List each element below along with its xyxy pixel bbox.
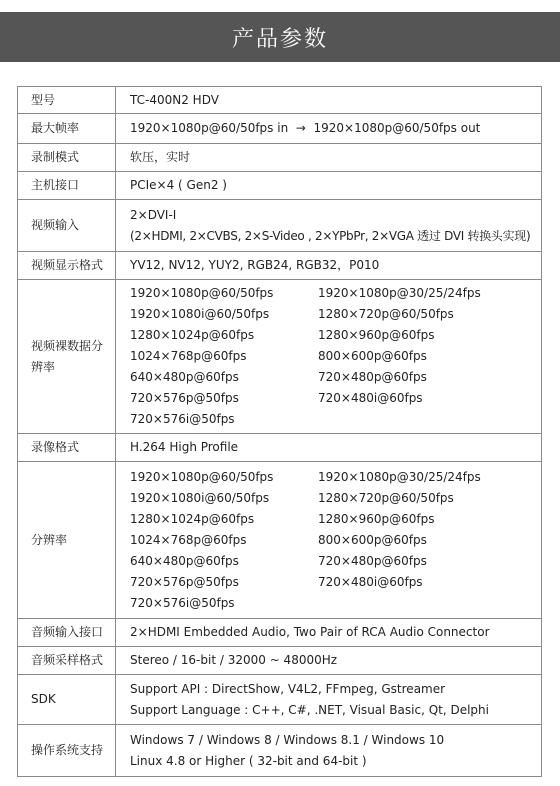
spec-row-record-format <box>18 434 542 462</box>
spec-value: H.264 High Profile <box>116 434 542 462</box>
spec-label <box>18 280 116 434</box>
spec-value: Stereo / 16-bit / 32000 ~ 48000Hz <box>116 647 542 675</box>
spec-label: 型号 <box>18 87 116 114</box>
resolution-item: 1280×1024p@60fps <box>130 328 255 342</box>
resolution-item: 1280×960p@60fps <box>318 328 435 342</box>
resolution-item: 1280×720p@60/50fps <box>318 307 454 321</box>
page-title: 产品参数 <box>231 26 328 52</box>
spec-row-video-input <box>18 200 542 252</box>
spec-label: 主机接口 <box>18 172 116 200</box>
spec-row-audio-input <box>18 619 542 647</box>
spec-label-line: 辨率 <box>31 359 56 374</box>
spec-value <box>116 462 542 619</box>
spec-label-line: 视频裸数据分 <box>31 338 104 353</box>
resolution-item: 720×576p@50fps <box>130 391 239 405</box>
resolution-item: 800×600p@60fps <box>318 349 427 363</box>
resolution-item: 640×480p@60fps <box>130 370 239 384</box>
spec-label: 操作系统支持 <box>18 725 116 777</box>
resolution-grid <box>130 467 533 614</box>
resolution-item: 720×480p@60fps <box>318 553 427 568</box>
spec-label: 分辨率 <box>18 462 116 619</box>
resolution-item: 720×576i@50fps <box>130 412 235 426</box>
spec-row-audio-sampling <box>18 647 542 675</box>
resolution-item: 1920×1080i@60/50fps <box>130 490 270 505</box>
resolution-item: 640×480p@60fps <box>130 553 239 568</box>
spec-value <box>116 200 542 252</box>
spec-label: 最大帧率 <box>18 114 116 144</box>
spec-row-display-format <box>18 252 542 280</box>
resolution-item: 1920×1080p@60/50fps <box>130 286 274 300</box>
header-banner <box>0 12 560 62</box>
resolution-item: 720×480p@60fps <box>318 370 427 384</box>
spec-value <box>116 725 542 777</box>
spec-line: (2×HDMI, 2×CVBS, 2×S-Video , 2×YPbPr, 2×VGA 透过 DVI 转换头实现) <box>130 228 531 243</box>
resolution-item: 1920×1080p@30/25/24fps <box>318 469 481 484</box>
spec-row-model <box>18 87 542 114</box>
spec-row-raw-resolution <box>18 280 542 434</box>
spec-value: 软压，实时 <box>116 144 542 172</box>
resolution-item: 720×576p@50fps <box>130 574 239 589</box>
resolution-item: 720×576i@50fps <box>130 595 235 610</box>
spec-label: 录像格式 <box>18 434 116 462</box>
resolution-item: 1280×960p@60fps <box>318 511 435 526</box>
spec-value: PCIe×4 ( Gen2 ) <box>116 172 542 200</box>
spec-row-host-interface <box>18 172 542 200</box>
spec-line: Support API : DirectShow, V4L2, FFmpeg, Gstreamer <box>130 681 446 696</box>
spec-line: Windows 7 / Windows 8 / Windows 8.1 / Windows 10 <box>130 732 445 747</box>
resolution-item: 1920×1080p@60/50fps <box>130 469 274 484</box>
resolution-item: 1024×768p@60fps <box>130 349 247 363</box>
resolution-item: 720×480i@60fps <box>318 574 423 589</box>
spec-value: 2×HDMI Embedded Audio, Two Pair of RCA Audio Connector <box>116 619 542 647</box>
spec-line: Support Language : C++, C#, .NET, Visual Basic, Qt, Delphi <box>130 702 489 717</box>
spec-label: 录制模式 <box>18 144 116 172</box>
spec-label: SDK <box>18 675 116 725</box>
spec-value: YV12, NV12, YUY2, RGB24, RGB32，P010 <box>116 252 542 280</box>
spec-value <box>116 280 542 434</box>
spec-label: 视频显示格式 <box>18 252 116 280</box>
spec-row-resolution <box>18 462 542 619</box>
spec-label: 视频输入 <box>18 200 116 252</box>
resolution-item: 1920×1080p@30/25/24fps <box>318 286 481 300</box>
spec-row-max-frame-rate <box>18 114 542 144</box>
resolution-item: 800×600p@60fps <box>318 532 427 547</box>
spec-row-record-mode <box>18 144 542 172</box>
spec-value <box>116 675 542 725</box>
spec-row-os <box>18 725 542 777</box>
resolution-item: 1280×720p@60/50fps <box>318 490 454 505</box>
spec-line: Linux 4.8 or Higher ( 32-bit and 64-bit ) <box>130 753 367 768</box>
spec-value: 1920×1080p@60/50fps in → 1920×1080p@60/50fps out <box>116 114 542 144</box>
spec-value: TC-400N2 HDV <box>116 87 542 114</box>
resolution-item: 1024×768p@60fps <box>130 532 247 547</box>
resolution-item: 1920×1080i@60/50fps <box>130 307 270 321</box>
resolution-item: 720×480i@60fps <box>318 391 423 405</box>
resolution-grid <box>130 283 533 430</box>
spec-table <box>17 86 542 777</box>
spec-label: 音频采样格式 <box>18 647 116 675</box>
spec-label: 音频输入接口 <box>18 619 116 647</box>
resolution-item: 1280×1024p@60fps <box>130 511 255 526</box>
spec-line: 2×DVI-I <box>130 207 177 222</box>
spec-row-sdk <box>18 675 542 725</box>
